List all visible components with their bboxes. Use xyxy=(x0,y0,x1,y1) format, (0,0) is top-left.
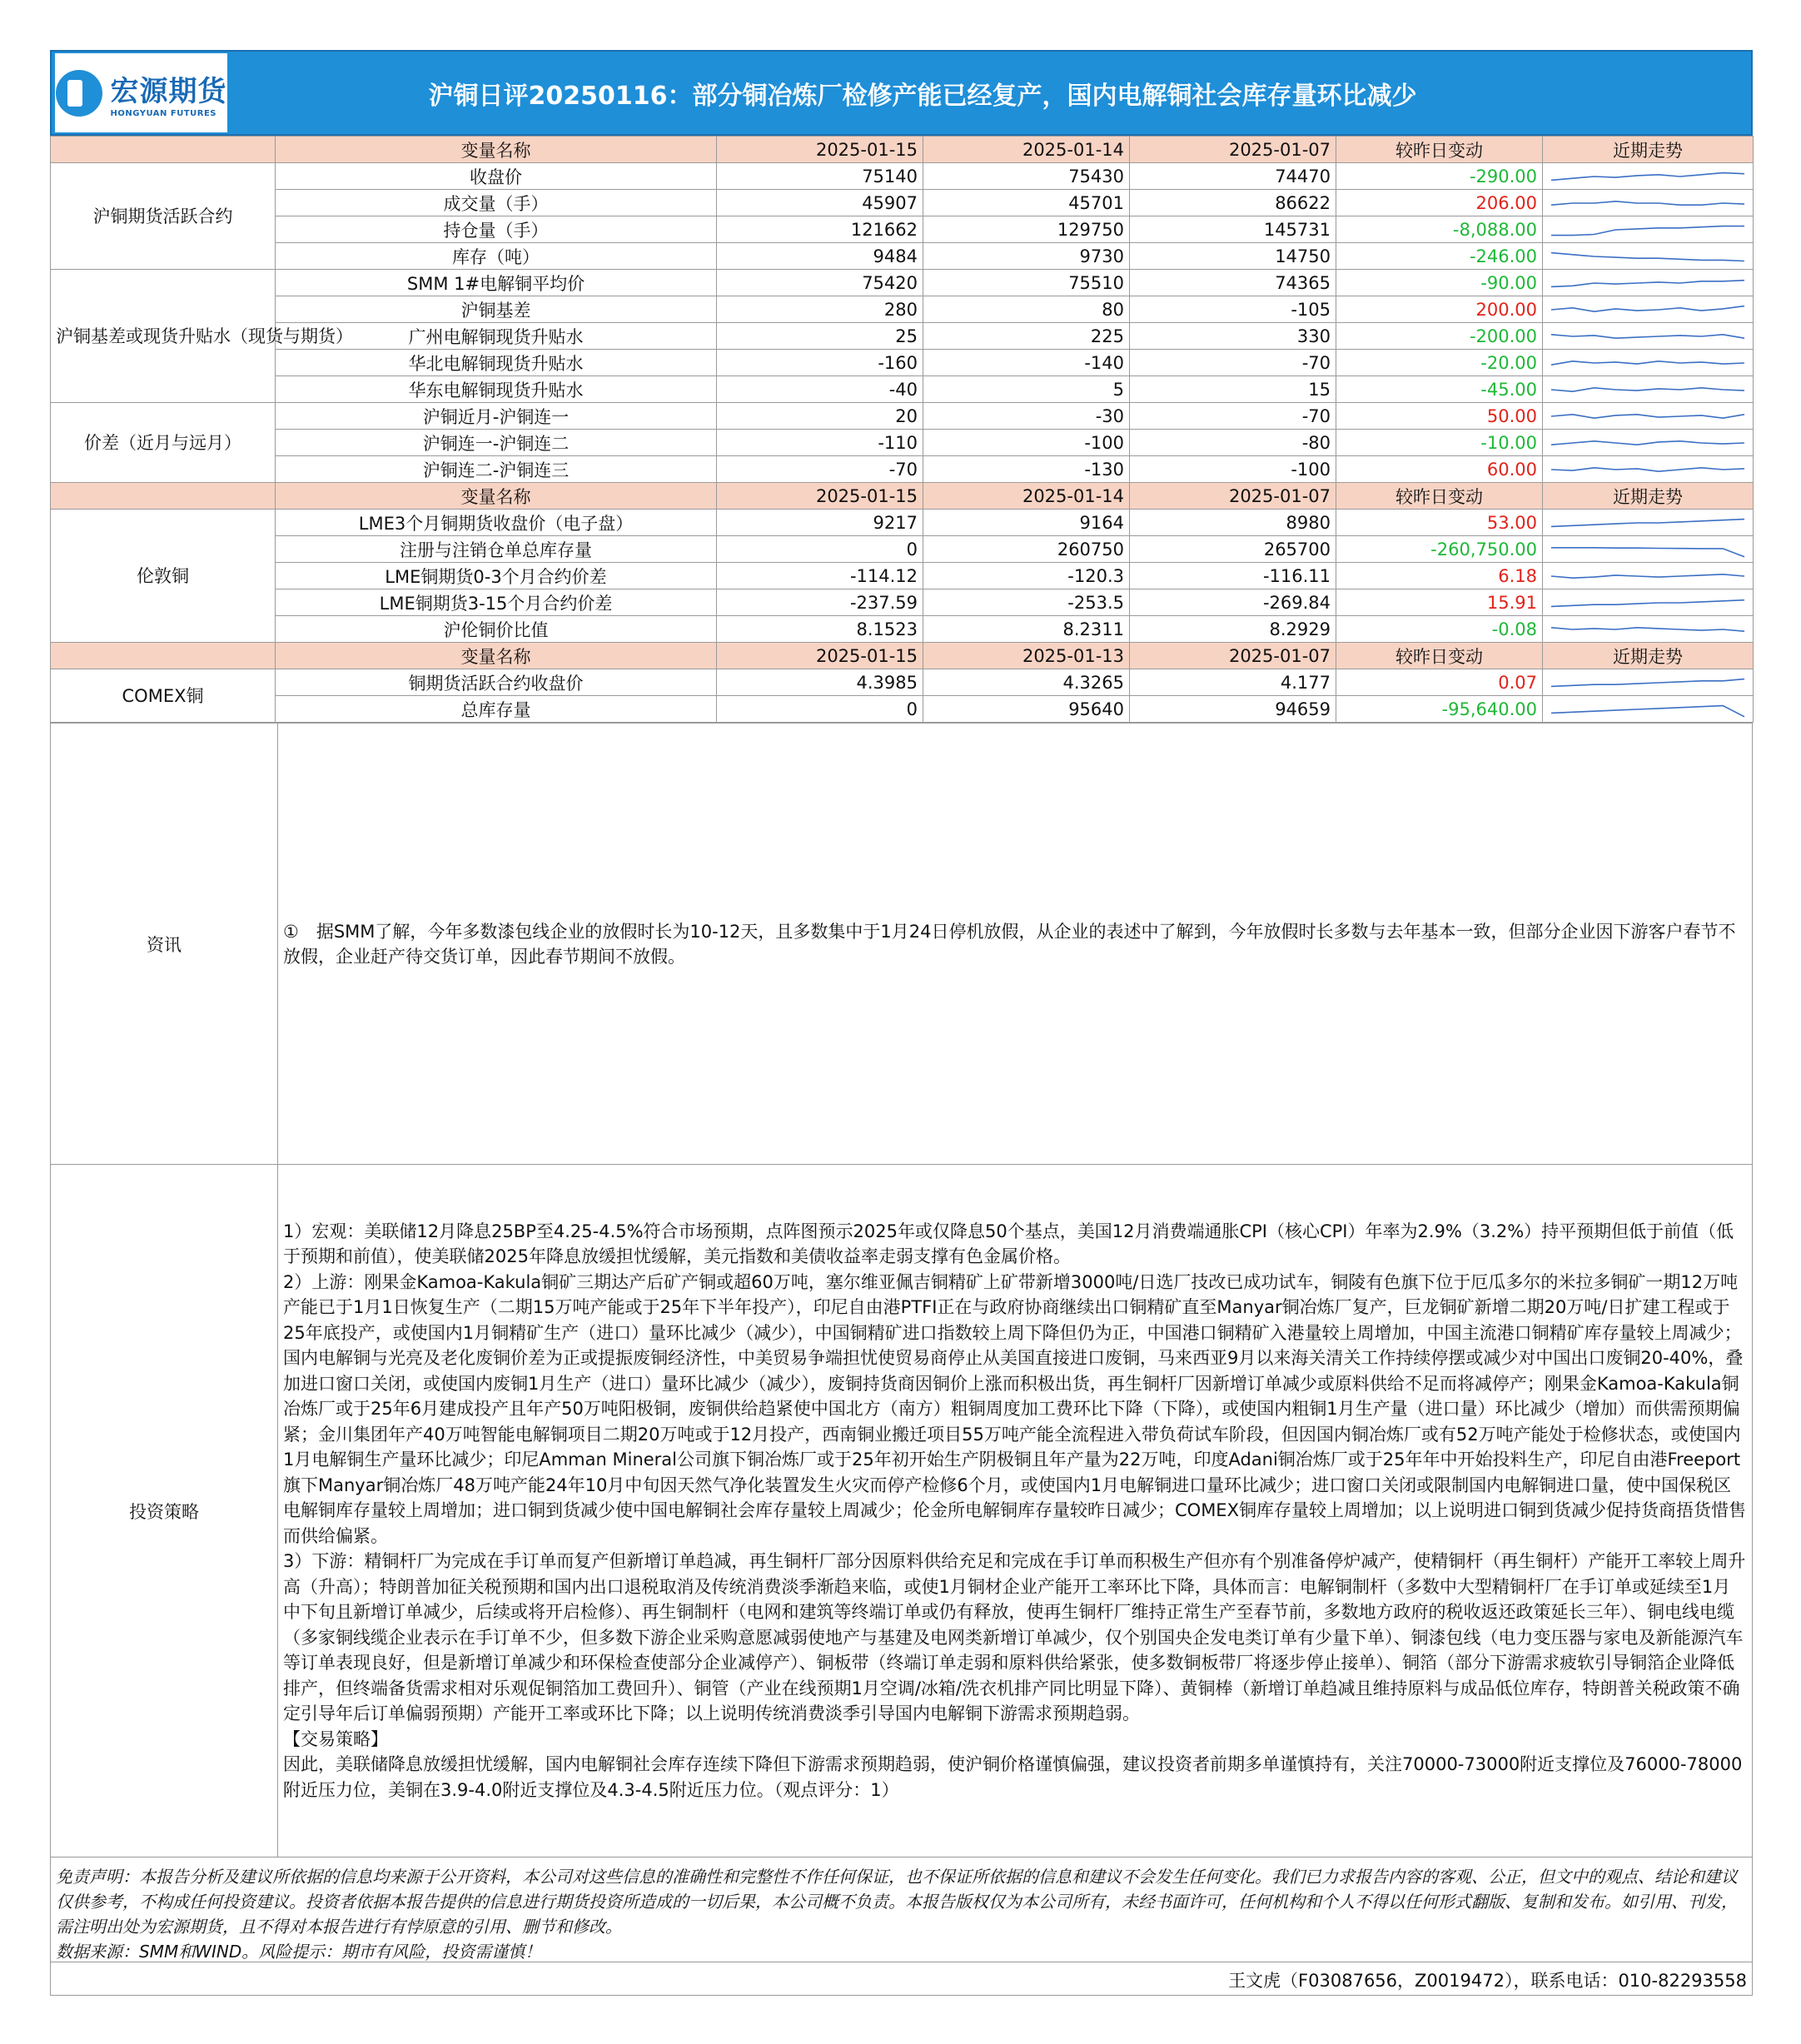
trend-cell xyxy=(1543,616,1754,643)
value-date-2: 45701 xyxy=(923,190,1130,216)
value-date-3: 4.177 xyxy=(1130,669,1336,696)
logo-cn-text: 宏源期货 xyxy=(110,74,227,108)
daily-change: -0.08 xyxy=(1336,616,1543,643)
daily-change: 200.00 xyxy=(1336,296,1543,323)
trend-cell xyxy=(1543,163,1754,190)
sparkline-chart xyxy=(1548,352,1748,374)
sparkline-chart xyxy=(1548,299,1748,321)
sparkline-chart xyxy=(1548,459,1748,480)
sparkline-trend xyxy=(1551,705,1744,716)
value-date-1: 20 xyxy=(717,403,923,430)
sparkline-trend xyxy=(1551,627,1744,630)
daily-change: 60.00 xyxy=(1336,456,1543,483)
report-header xyxy=(50,50,1753,136)
trend-cell xyxy=(1543,403,1754,430)
value-date-1: 4.3985 xyxy=(717,669,923,696)
sparkline-trend xyxy=(1551,172,1744,180)
report-title: 沪铜日评20250116：部分铜冶炼厂检修产能已经复产，国内电解铜社会库存量环比减少 xyxy=(428,81,1417,111)
daily-change: -45.00 xyxy=(1336,376,1543,403)
value-date-1: 0 xyxy=(717,696,923,723)
value-date-2: -30 xyxy=(923,403,1130,430)
header-change: 较昨日变动 xyxy=(1336,483,1543,510)
sparkline-trend xyxy=(1551,306,1744,311)
sparkline-chart xyxy=(1548,166,1748,187)
header-date-1: 2025-01-15 xyxy=(717,643,923,669)
value-date-2: -140 xyxy=(923,350,1130,376)
header-change: 较昨日变动 xyxy=(1336,137,1543,163)
sparkline-chart xyxy=(1548,672,1748,694)
daily-change: 53.00 xyxy=(1336,510,1543,536)
header-blank xyxy=(51,483,276,510)
news-text: ① 据SMM了解，今年多数漆包线企业的放假时长为10-12天，且多数集中于1月24日停机放假，从企业的表述中了解到，今年放假时长多数与去年基本一致，但部分企业因下游客户春节不放假，企业赶产待交货订单，因此春节期间不放假。 xyxy=(278,724,1753,1165)
sparkline-trend xyxy=(1551,599,1744,606)
value-date-2: 9164 xyxy=(923,510,1130,536)
value-date-2: -253.5 xyxy=(923,589,1130,616)
sparkline-chart xyxy=(1548,405,1748,427)
value-date-3: -80 xyxy=(1130,430,1336,456)
trend-cell xyxy=(1543,243,1754,270)
value-date-3: 86622 xyxy=(1130,190,1336,216)
section-header-row xyxy=(51,137,1754,163)
daily-change: -95,640.00 xyxy=(1336,696,1543,723)
trend-cell xyxy=(1543,510,1754,536)
trend-cell xyxy=(1543,589,1754,616)
market-data-table xyxy=(50,136,1754,723)
header-trend: 近期走势 xyxy=(1543,137,1754,163)
value-date-3: -116.11 xyxy=(1130,563,1336,589)
sparkline-trend xyxy=(1551,414,1744,417)
header-blank xyxy=(51,137,276,163)
header-date-1: 2025-01-15 xyxy=(717,483,923,510)
sparkline-trend xyxy=(1551,280,1744,286)
variable-name: 沪铜近月-沪铜连一 xyxy=(276,403,717,430)
data-row xyxy=(51,616,1754,643)
daily-change: -260,750.00 xyxy=(1336,536,1543,563)
value-date-2: 75430 xyxy=(923,163,1130,190)
sparkline-chart xyxy=(1548,592,1748,614)
trend-cell xyxy=(1543,536,1754,563)
value-date-2: -130 xyxy=(923,456,1130,483)
value-date-3: -70 xyxy=(1130,403,1336,430)
sparkline-trend xyxy=(1551,334,1744,337)
value-date-3: 8.2929 xyxy=(1130,616,1336,643)
value-date-3: 74365 xyxy=(1130,270,1336,296)
trend-cell xyxy=(1543,190,1754,216)
sparkline-trend xyxy=(1551,519,1744,526)
value-date-1: 75140 xyxy=(717,163,923,190)
sparkline-chart xyxy=(1548,326,1748,347)
value-date-1: -70 xyxy=(717,456,923,483)
sparkline-trend xyxy=(1551,252,1744,261)
value-date-1: -114.12 xyxy=(717,563,923,589)
data-row xyxy=(51,456,1754,483)
variable-name: 铜期货活跃合约收盘价 xyxy=(276,669,717,696)
strategy-paragraph: 【交易策略】 xyxy=(283,1728,388,1749)
category-label: 价差（近月与远月） xyxy=(51,403,276,483)
strategy-paragraph: 2）上游：刚果金Kamoa-Kakula铜矿三期达产后矿产铜或超60万吨，塞尔维亚佩吉铜精矿上矿带新增3000吨/日选厂技改已成功试车，铜陵有色旗下位于厄瓜多尔的米拉多铜矿一期12万吨产能已于1月1日恢复生产（二期15万吨产能或于25年下半年投产），印尼自由港PTFI正在与政府协商继续出口铜精矿直至Manyar铜冶炼厂复产，巨龙铜矿新增二期20万吨/日扩建工程或于25年底投产，或使国内1月铜精矿生产（进口）量环比减少（减少），中国铜精矿进口指数较上周下降但仍为正，中国港口铜精矿入港量较上周增加，中国主流港口铜精矿库存量较上周减少；国内电解铜与光亮及老化废铜价差为正或提振废铜经济性，中美贸易争端担忧使贸易商停止从美国直接进口废铜，马来西亚9月以来海关清关工作持续停摆或减少对中国出口废铜20-40%，叠加进口窗口关闭，或使国内废铜1月生产（进口）量环比减少（减少），废铜持货商因铜价上涨而积极出货，再生铜杆厂因新增订单减少或原料供给不足而将减停产；刚果金Kamoa-Kakula铜冶炼厂或于25年6月建成投产且年产50万吨阳极铜，废铜供给趋紧使中国北方（南方）粗铜周度加工费环比下降（下降），或使国内粗铜1月生产量（进口量）环比减少（增加）而供需预期偏紧；金川集团年产40万吨智能电解铜项目二期20万吨或于12月投产，西南铜业搬迁项目55万吨产能全流程进入带负荷试车阶段，但因国内铜冶炼厂或有52万吨产能处于检修状态，或使国内1月电解铜生产量环比减少；印尼Amman Mineral公司旗下铜冶炼厂或于25年初开始生产阴极铜且年产量为22万吨，印度Adani铜冶炼厂或于25年年中开始投料生产，印尼自由港Freeport旗下Manyar铜冶炼厂48万吨产能24年10月中旬因天然气净化装置发生火灾而停产检修6个月，或使国内1月电解铜进口量环比减少；进口窗口关闭或限制国内电解铜进口量，使中国保税区电解铜库存量较上周增加；进口铜到货减少使中国电解铜社会库存量较上周减少；伦金所电解铜库存量较昨日减少；COMEX铜库存量较上周增加；以上说明进口铜到货减少促持货商捂货惜售而供给偏紧。 xyxy=(283,1271,1746,1546)
variable-name: 沪伦铜价比值 xyxy=(276,616,717,643)
value-date-1: 9484 xyxy=(717,243,923,270)
value-date-2: -120.3 xyxy=(923,563,1130,589)
variable-name: LME3个月铜期货收盘价（电子盘） xyxy=(276,510,717,536)
strategy-paragraph: 3）下游：精铜杆厂为完成在手订单而复产但新增订单趋减，再生铜杆厂部分因原料供给充足和完成在手订单而积极生产但亦有个别准备停炉减产，使精铜杆（再生铜杆）产能开工率较上周升高（升高）；特朗普加征关税预期和国内出口退税取消及传统消费淡季渐趋来临，或使1月铜材企业产能开工率环比下降，具体而言：电解铜制杆（多数中大型精铜杆厂在手订单或延续至1月中下旬且新增订单减少，后续或将开启检修）、再生铜制杆（电网和建筑等终端订单或仍有释放，使再生铜杆厂维持正常生产至春节前，多数地方政府的税收返还政策延长三年）、铜电线电缆（多家铜线缆企业表示在手订单不少，但多数下游企业采购意愿减弱使地产与基建及电网类新增订单减少，仅个别国央企发电类订单有少量下单）、铜漆包线（电力变压器与家电及新能源汽车等订单表现良好，但是新增订单减少和环保检查使部分企业减停产）、铜板带（终端订单走弱和原料供给紧张，使多数铜板带厂将逐步停止接单）、铜箔（部分下游需求疲软引导铜箔企业降低排产，但终端备货需求相对乐观促铜箔加工费回升）、铜管（产业在线预期1月空调/冰箱/洗衣机排产同比明显下降）、黄铜棒（新增订单趋减且维持原料与成品低位库存，特朗普关税政策不确定引导年后订单偏弱预期）产能开工率或环比下降；以上说明传统消费淡季引导国内电解铜下游需求预期趋弱。 xyxy=(283,1551,1746,1724)
sparkline-trend xyxy=(1551,547,1744,556)
value-date-2: 75510 xyxy=(923,270,1130,296)
sparkline-trend xyxy=(1551,679,1744,686)
value-date-3: -100 xyxy=(1130,456,1336,483)
value-date-3: 8980 xyxy=(1130,510,1336,536)
trend-cell xyxy=(1543,696,1754,723)
data-row xyxy=(51,376,1754,403)
variable-name: 总库存量 xyxy=(276,696,717,723)
header-date-2: 2025-01-13 xyxy=(923,643,1130,669)
variable-name: SMM 1#电解铜平均价 xyxy=(276,270,717,296)
strategy-text xyxy=(278,1165,1753,1858)
value-date-1: 9217 xyxy=(717,510,923,536)
trend-cell xyxy=(1543,296,1754,323)
value-date-3: 14750 xyxy=(1130,243,1336,270)
sparkline-chart xyxy=(1548,379,1748,400)
header-date-2: 2025-01-14 xyxy=(923,137,1130,163)
data-row xyxy=(51,216,1754,243)
daily-change: 0.07 xyxy=(1336,669,1543,696)
trend-cell xyxy=(1543,216,1754,243)
sparkline-trend xyxy=(1551,574,1744,577)
variable-name: 库存（吨） xyxy=(276,243,717,270)
value-date-1: 25 xyxy=(717,323,923,350)
header-date-3: 2025-01-07 xyxy=(1130,137,1336,163)
value-date-3: 74470 xyxy=(1130,163,1336,190)
category-label: COMEX铜 xyxy=(51,669,276,723)
trend-cell xyxy=(1543,350,1754,376)
data-row xyxy=(51,430,1754,456)
variable-name: 广州电解铜现货升贴水 xyxy=(276,323,717,350)
value-date-2: 225 xyxy=(923,323,1130,350)
header-date-3: 2025-01-07 xyxy=(1130,483,1336,510)
sparkline-chart xyxy=(1548,699,1748,720)
logo-en-text: HONGYUAN FUTURES xyxy=(110,108,216,118)
data-row xyxy=(51,589,1754,616)
variable-name: 沪铜连二-沪铜连三 xyxy=(276,456,717,483)
header-date-1: 2025-01-15 xyxy=(717,137,923,163)
value-date-2: 5 xyxy=(923,376,1130,403)
data-row xyxy=(51,350,1754,376)
value-date-2: 260750 xyxy=(923,536,1130,563)
daily-change: -200.00 xyxy=(1336,323,1543,350)
value-date-2: 129750 xyxy=(923,216,1130,243)
header-date-2: 2025-01-14 xyxy=(923,483,1130,510)
daily-change: -246.00 xyxy=(1336,243,1543,270)
header-variable-name: 变量名称 xyxy=(276,643,717,669)
variable-name: 沪铜连一-沪铜连二 xyxy=(276,430,717,456)
value-date-3: 15 xyxy=(1130,376,1336,403)
header-change: 较昨日变动 xyxy=(1336,643,1543,669)
strategy-paragraph: 因此，美联储降息放缓担忧缓解，国内电解铜社会库存连续下降但下游需求预期趋弱，使沪铜价格谨慎偏强，建议投资者前期多单谨慎持有，关注70000-73000附近支撑位及76000-78000附近压力位，美铜在3.9-4.0附近支撑位及4.3-4.5附近压力位。（观点评分：1） xyxy=(283,1754,1743,1800)
value-date-3: -105 xyxy=(1130,296,1336,323)
data-row xyxy=(51,163,1754,190)
sparkline-chart xyxy=(1548,619,1748,640)
value-date-1: -160 xyxy=(717,350,923,376)
strategy-label: 投资策略 xyxy=(51,1165,278,1858)
data-row xyxy=(51,536,1754,563)
trend-cell xyxy=(1543,270,1754,296)
trend-cell xyxy=(1543,456,1754,483)
header-date-3: 2025-01-07 xyxy=(1130,643,1336,669)
value-date-1: -237.59 xyxy=(717,589,923,616)
data-row xyxy=(51,243,1754,270)
value-date-1: 280 xyxy=(717,296,923,323)
sparkline-trend xyxy=(1551,201,1744,204)
variable-name: 收盘价 xyxy=(276,163,717,190)
strategy-paragraph: 1）宏观：美联储12月降息25BP至4.25-4.5%符合市场预期，点阵图预示2025年或仅降息50个基点，美国12月消费端通胀CPI（核心CPI）年率为2.9%（3.2%）持平预期但低于前值（低于预期和前值），使美联储2025年降息放缓担忧缓解，美元指数和美债收益率走弱支撑有色金属价格。 xyxy=(283,1221,1734,1267)
variable-name: 沪铜基差 xyxy=(276,296,717,323)
daily-change: -90.00 xyxy=(1336,270,1543,296)
value-date-3: -70 xyxy=(1130,350,1336,376)
analyst-contact: 王文虎（F03087656，Z0019472），联系电话：010-82293558 xyxy=(50,1962,1753,1996)
section-header-row xyxy=(51,643,1754,669)
daily-change: -8,088.00 xyxy=(1336,216,1543,243)
header-variable-name: 变量名称 xyxy=(276,137,717,163)
value-date-2: 4.3265 xyxy=(923,669,1130,696)
sparkline-trend xyxy=(1551,467,1744,470)
sparkline-chart xyxy=(1548,565,1748,587)
sparkline-chart xyxy=(1548,539,1748,560)
sparkline-chart xyxy=(1548,192,1748,214)
value-date-2: 95640 xyxy=(923,696,1130,723)
value-date-3: 265700 xyxy=(1130,536,1336,563)
daily-change: 50.00 xyxy=(1336,403,1543,430)
data-row xyxy=(51,669,1754,696)
category-label: 伦敦铜 xyxy=(51,510,276,643)
data-row xyxy=(51,296,1754,323)
news-table xyxy=(50,723,1753,1858)
sparkline-chart xyxy=(1548,512,1748,534)
logo-mark-icon xyxy=(56,70,102,117)
daily-change: -20.00 xyxy=(1336,350,1543,376)
data-row xyxy=(51,403,1754,430)
disclaimer: 免责声明：本报告分析及建议所依据的信息均来源于公开资料，本公司对这些信息的准确性和完整性不作任何保证，也不保证所依据的信息和建议不会发生任何变化。我们已力求报告内容的客观、公正，但文中的观点、结论和建议仅供参考，不构成任何投资建议。投资者依据本报告提供的信息进行期货投资所造成的一切后果，本公司概不负责。本报告版权仅为本公司所有，未经书面许可，任何机构和个人不得以任何形式翻版、复制和发布。如引用、刊发，需注明出处为宏源期货，且不得对本报告进行有悖原意的引用、删节和修改。 数据来源：SMM和WIND。风险提示：期市有风险，投资需谨慎！ xyxy=(50,1858,1753,1962)
value-date-3: 145731 xyxy=(1130,216,1336,243)
variable-name: LME铜期货3-15个月合约价差 xyxy=(276,589,717,616)
value-date-1: 121662 xyxy=(717,216,923,243)
news-label: 资讯 xyxy=(51,724,278,1165)
data-row xyxy=(51,696,1754,723)
value-date-1: 8.1523 xyxy=(717,616,923,643)
category-label: 沪铜基差或现货升贴水（现货与期货） xyxy=(51,270,276,403)
trend-cell xyxy=(1543,323,1754,350)
data-row xyxy=(51,270,1754,296)
variable-name: 注册与注销仓单总库存量 xyxy=(276,536,717,563)
report-page xyxy=(50,50,1753,1996)
value-date-1: -40 xyxy=(717,376,923,403)
daily-change: -10.00 xyxy=(1336,430,1543,456)
data-row xyxy=(51,190,1754,216)
value-date-2: -100 xyxy=(923,430,1130,456)
variable-name: 华东电解铜现货升贴水 xyxy=(276,376,717,403)
value-date-1: 0 xyxy=(717,536,923,563)
value-date-3: 330 xyxy=(1130,323,1336,350)
trend-cell xyxy=(1543,563,1754,589)
trend-cell xyxy=(1543,430,1754,456)
daily-change: -290.00 xyxy=(1336,163,1543,190)
value-date-2: 8.2311 xyxy=(923,616,1130,643)
value-date-1: -110 xyxy=(717,430,923,456)
data-row xyxy=(51,563,1754,589)
daily-change: 6.18 xyxy=(1336,563,1543,589)
sparkline-trend xyxy=(1551,440,1744,444)
value-date-2: 9730 xyxy=(923,243,1130,270)
header-trend: 近期走势 xyxy=(1543,643,1754,669)
variable-name: LME铜期货0-3个月合约价差 xyxy=(276,563,717,589)
category-label: 沪铜期货活跃合约 xyxy=(51,163,276,270)
section-header-row xyxy=(51,483,1754,510)
header-blank xyxy=(51,643,276,669)
value-date-1: 75420 xyxy=(717,270,923,296)
variable-name: 成交量（手） xyxy=(276,190,717,216)
header-trend: 近期走势 xyxy=(1543,483,1754,510)
header-variable-name: 变量名称 xyxy=(276,483,717,510)
trend-cell xyxy=(1543,376,1754,403)
value-date-2: 80 xyxy=(923,296,1130,323)
sparkline-trend xyxy=(1551,361,1744,364)
sparkline-trend xyxy=(1551,387,1744,390)
variable-name: 华北电解铜现货升贴水 xyxy=(276,350,717,376)
sparkline-chart xyxy=(1548,432,1748,454)
variable-name: 持仓量（手） xyxy=(276,216,717,243)
company-logo xyxy=(55,53,227,132)
daily-change: 15.91 xyxy=(1336,589,1543,616)
sparkline-chart xyxy=(1548,272,1748,294)
trend-cell xyxy=(1543,669,1754,696)
value-date-3: 94659 xyxy=(1130,696,1336,723)
sparkline-chart xyxy=(1548,246,1748,267)
daily-change: 206.00 xyxy=(1336,190,1543,216)
value-date-3: -269.84 xyxy=(1130,589,1336,616)
sparkline-trend xyxy=(1551,226,1744,235)
sparkline-chart xyxy=(1548,219,1748,241)
data-row xyxy=(51,510,1754,536)
value-date-1: 45907 xyxy=(717,190,923,216)
